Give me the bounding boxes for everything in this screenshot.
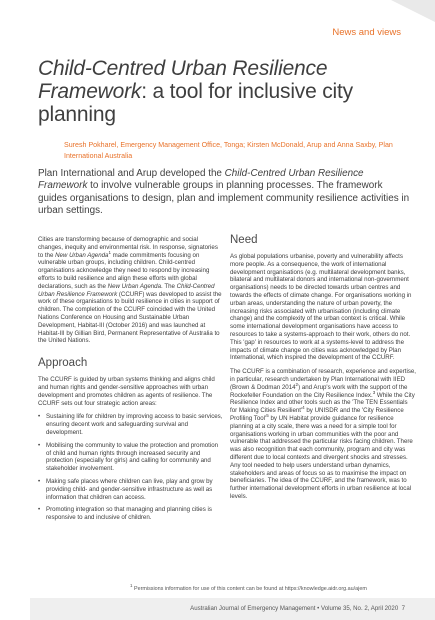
page-corner-fold: [391, 0, 435, 22]
page-number: 7: [401, 605, 405, 612]
intro-italic: Child-Centred Urban Resilience Framework: [38, 282, 215, 298]
intro-italic: New Urban Agenda: [107, 282, 162, 290]
ccurf-text: While the City Resilience Index and other tools such as the 'The TEN Essentials for Making Cities Resilient': [230, 391, 415, 415]
permissions-footnote: [130, 583, 410, 592]
lede-italic: Child-Centred Urban Resilience Framework: [38, 168, 364, 192]
left-column: [38, 236, 224, 527]
section-tag: News and views: [332, 27, 401, 38]
footnote-marker: 1: [108, 249, 111, 255]
authors: Suresh Pokharel, Emergency Management Office, Tonga; Kirsten McDonald, Arup and Anna Saxby, Plan International Australia: [64, 141, 393, 160]
article-title: [38, 57, 408, 126]
intro-italic: New Urban Agenda: [55, 251, 109, 259]
approach-heading: Approach: [38, 357, 88, 370]
list-item: • Making safe places where children can live, play and grow by providing child- and gender-sensitive infrastructure as well as information that children can access.: [38, 478, 224, 501]
intro-text: (CCURF) was developed to assist the work of these organisations to build resilience in cities in support of children. The completion of the CCURF coincided with the United Nations Conference on Housing and Sustainable Urban Development, Habitat-III (October 2016) and was launched at Habitat-III by Gillian Bird, Permanent Representative of Australia to the United Nations.: [38, 290, 222, 345]
ccurf-text: by UNISDR and the 'City Resilience Profiling Tool': [230, 407, 404, 422]
ccurf-text: The CCURF is a combination of research, experience and expertise, in particular, research undertaken by Plan International with IIED (Brown & Dodman 2014: [230, 368, 417, 391]
ccurf-text: ) and Arup's work with the support of the Rockefeller Foundation on the City Resilience Index.: [230, 383, 408, 399]
intro-text: made commitments focusing on vulnerable urban groups, including children. Child-centred organisations acknowledge they need to respond by increasing efforts to build resilience and align these efforts with global declarations, such as the: [38, 251, 210, 290]
title-italic: Child-Centred Urban Resilience Framework: [38, 57, 328, 103]
footnote-text: Permissions information for use of this content can be found at https://knowledge.aidr.org.au/ajem: [132, 586, 367, 592]
footnote-marker: 4: [302, 405, 305, 411]
action-areas-list: [38, 413, 224, 522]
footnote-marker: 5: [266, 412, 269, 418]
need-heading: Need: [230, 234, 258, 246]
approach-paragraph: The CCURF is guided by urban systems thinking and aligns child and human rights and gender-sensitive approaches with urban development and promotes children as agents of resilience. The CCURF sets out four strategic action areas:: [38, 376, 215, 407]
footnote-marker: 1: [130, 583, 133, 589]
need-paragraph: As global populations urbanise, poverty and vulnerability affects more people. As a consequence, the work of international development organisations (e.g. multilateral development banks, bilateral and multilateral donors and international non-government organisations) needs to be directed towards urban centres and towards the effects of climate change. For organisations working in urban areas, understanding the nature of urban poverty, the increasing risks associated with urbanisation (including climate change) and the complexity of the urban context is critical. While some international development organisations have access to resources to take a systems-approach to their work, others do not. This 'gap' in resources to work at a systems-level to address the impacts of climate change on cities was acknowledged by Plan International, which inspired the development of the CCURF.: [230, 253, 412, 362]
list-item: • Sustaining life for children by improving access to basic services, ensuring decent work and safeguarding survival and development.: [38, 413, 224, 436]
right-column: [230, 236, 416, 507]
ccurf-paragraph: [230, 368, 416, 501]
intro-paragraph: [38, 236, 224, 345]
journal-name: Australian Journal of Emergency Management • Volume 35, No. 2, April 2020: [190, 605, 399, 612]
lede-text-a: Plan International and Arup developed the: [38, 168, 225, 179]
page-footer: [30, 598, 435, 620]
intro-text: Cities are transforming because of demographic and social changes, inequity and environmental risk. In response, signatories to the: [38, 236, 218, 259]
ccurf-text: by UN Habitat provide guidance for resilience planning at a city scale, there was a need for a simple tool for organisations working in urban communities with the poor and vulnerable that addressed the particular risks facing children. There was also recognition that each community, program and city was different due to local contexts and divergent shocks and stresses. Any tool needed to help users understand urban dynamics, stakeholders and areas of focus so as to maximise the impact on beneficiaries. The idea of the CCURF, and the framework, was to further international development efforts in urban resilience at local levels.: [230, 414, 413, 500]
list-item: • Promoting integration so that managing and planning cities is responsive to and inclusive of children.: [38, 506, 224, 522]
list-item: • Mobilising the community to value the protection and promotion of child and human rights through increased security and protection (especially for girls) and calling for community and stakeholder involvement.: [38, 442, 224, 473]
journal-citation: [190, 605, 405, 612]
lede-paragraph: [38, 168, 410, 217]
footnote-marker: 3: [372, 389, 376, 395]
title-rest: : a tool for inclusive city planning: [38, 80, 353, 126]
footnote-marker: 2: [295, 381, 299, 387]
lede-text-b: to involve vulnerable groups in planning processes. The framework guides organisations to design, plan and implement community resilience activities in urban settings.: [38, 180, 410, 216]
intro-text: . The: [161, 282, 177, 290]
